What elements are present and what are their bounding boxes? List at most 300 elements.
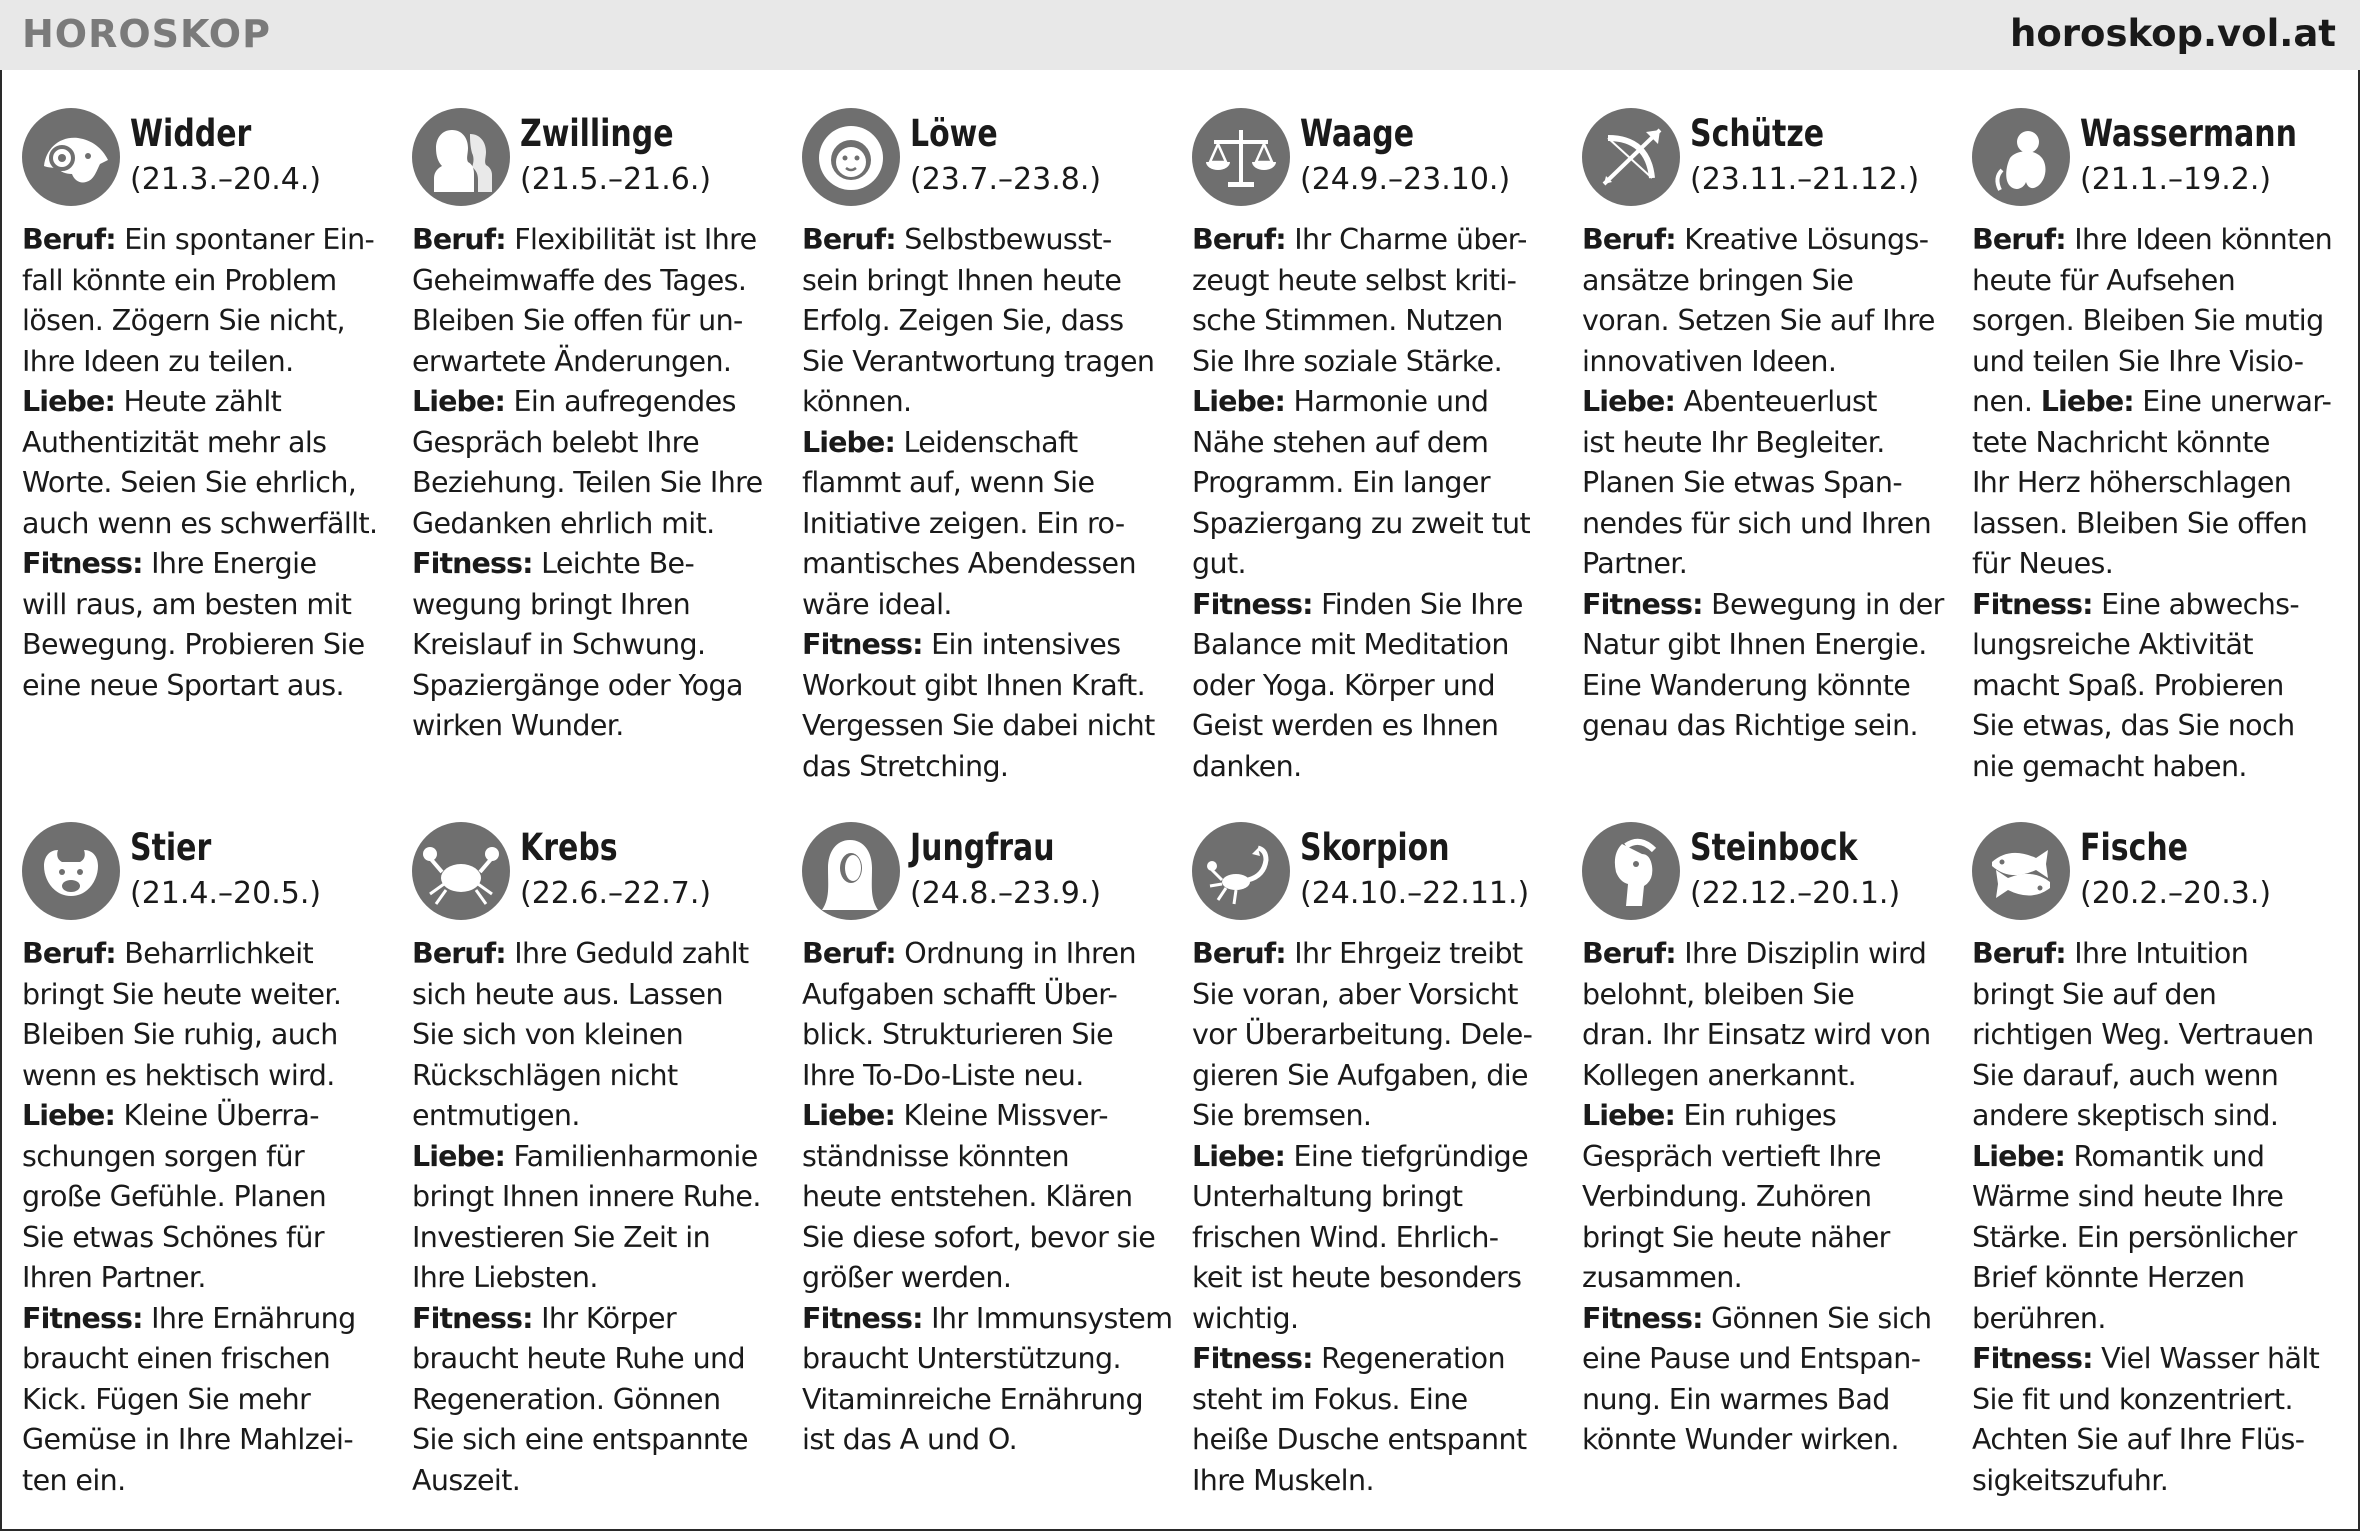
section-text: oder Yoga. Körper und xyxy=(1192,668,1496,702)
text-line xyxy=(802,625,1174,666)
section-text: nendes für sich und Ihren xyxy=(1582,506,1932,540)
section-text: macht Spaß. Probieren xyxy=(1972,668,2284,702)
section-text: ständnisse könnten xyxy=(802,1139,1069,1173)
sign-dates: (24.9.–23.10.) xyxy=(1300,162,1511,197)
section-label: Liebe: xyxy=(2040,385,2134,418)
sign-name: Widder xyxy=(130,112,252,155)
text-line xyxy=(1192,625,1564,666)
text-line xyxy=(1972,1096,2344,1137)
text-line xyxy=(1582,463,1954,504)
sign-text xyxy=(802,220,1174,787)
sign-löwe xyxy=(802,108,1174,787)
text-line xyxy=(22,625,394,666)
text-line xyxy=(22,1380,394,1421)
text-line xyxy=(802,585,1174,626)
text-line xyxy=(412,301,784,342)
section-text: keit ist heute besonders xyxy=(1192,1261,1522,1294)
text-line xyxy=(412,504,784,545)
section-text: Viel Wasser hält xyxy=(2092,1342,2320,1375)
section-text: blick. Strukturieren Sie xyxy=(802,1018,1114,1051)
maiden-icon xyxy=(802,822,900,920)
text-line xyxy=(1582,1177,1954,1218)
section-text: flammt auf, wenn Sie xyxy=(802,466,1095,499)
section-text: Ihren Partner. xyxy=(22,1261,206,1294)
section-text: Aufgaben schafft Über- xyxy=(802,977,1118,1011)
sign-header xyxy=(1582,108,1954,218)
section-text: braucht heute Ruhe und xyxy=(412,1342,745,1375)
section-text: ist heute Ihr Begleiter. xyxy=(1582,425,1885,459)
sign-dates: (23.7.–23.8.) xyxy=(910,162,1102,197)
section-text: mantisches Abendessen xyxy=(802,547,1136,580)
section-text: Authentizität mehr als xyxy=(22,425,327,459)
text-line xyxy=(22,301,394,342)
section-text: bringt Sie auf den xyxy=(1972,977,2217,1011)
text-line xyxy=(1972,1339,2344,1380)
twins-icon xyxy=(412,108,510,206)
section-text: Ihr Körper xyxy=(532,1301,677,1335)
text-line xyxy=(802,1339,1174,1380)
text-line xyxy=(412,706,784,747)
section-text: bringt Sie heute weiter. xyxy=(22,977,342,1011)
text-line xyxy=(1972,1461,2344,1502)
section-text: sein bringt Ihnen heute xyxy=(802,263,1122,297)
sign-header xyxy=(802,822,1174,932)
text-line xyxy=(412,261,784,302)
text-line xyxy=(1972,585,2344,626)
text-line xyxy=(802,342,1174,383)
section-text: Ihr Ehrgeiz treibt xyxy=(1285,937,1523,970)
text-line xyxy=(412,625,784,666)
text-line xyxy=(412,1056,784,1097)
section-text: Ihre To-Do-Liste neu. xyxy=(802,1058,1084,1092)
section-text: Ihre Energie xyxy=(142,547,317,580)
section-text: entmutigen. xyxy=(412,1099,580,1132)
text-line xyxy=(802,934,1174,975)
section-text: Workout gibt Ihnen Kraft. xyxy=(802,668,1146,702)
text-line xyxy=(802,301,1174,342)
text-line xyxy=(1192,382,1564,423)
sign-text xyxy=(22,220,394,706)
section-text: Balance mit Meditation xyxy=(1192,628,1509,661)
text-line xyxy=(22,1420,394,1461)
section-text: Heute zählt xyxy=(115,385,282,418)
text-line xyxy=(1192,342,1564,383)
sign-steinbock xyxy=(1582,822,1954,1461)
text-line xyxy=(1972,1137,2344,1178)
sign-text xyxy=(1972,220,2344,787)
section-label: Beruf: xyxy=(22,223,116,256)
section-text: Sie sich von kleinen xyxy=(412,1018,684,1051)
section-text: Sie Verantwortung tragen xyxy=(802,344,1155,378)
text-line xyxy=(412,1461,784,1502)
water-bearer-icon xyxy=(1972,108,2070,206)
section-text: ten ein. xyxy=(22,1463,126,1497)
text-line xyxy=(802,1096,1174,1137)
section-text: Kreislauf in Schwung. xyxy=(412,628,706,661)
section-text: Sie sich eine entspannte xyxy=(412,1423,748,1456)
text-line xyxy=(1582,934,1954,975)
text-line xyxy=(1972,625,2344,666)
text-line xyxy=(1192,1420,1564,1461)
section-label: Liebe: xyxy=(802,425,895,459)
text-line xyxy=(412,1420,784,1461)
text-line xyxy=(1582,625,1954,666)
section-text: Harmonie und xyxy=(1285,385,1489,418)
section-text: Eine tiefgründige xyxy=(1285,1139,1529,1173)
text-line xyxy=(1972,1177,2344,1218)
text-line xyxy=(1192,1380,1564,1421)
section-label: Beruf: xyxy=(1582,223,1676,256)
text-line xyxy=(1192,1056,1564,1097)
text-line xyxy=(412,585,784,626)
text-line xyxy=(1582,1258,1954,1299)
sign-dates: (21.1.–19.2.) xyxy=(2080,162,2272,197)
sign-stier xyxy=(22,822,394,1501)
text-line xyxy=(1972,301,2344,342)
text-line xyxy=(802,1056,1174,1097)
text-line xyxy=(1582,975,1954,1016)
text-line xyxy=(1582,1420,1954,1461)
section-text: eine Pause und Entspan- xyxy=(1582,1342,1921,1375)
text-line xyxy=(1192,423,1564,464)
section-text: Spaziergänge oder Yoga xyxy=(412,668,743,702)
text-line xyxy=(802,504,1174,545)
section-text: Kreative Lösungs- xyxy=(1675,223,1929,256)
section-text: das Stretching. xyxy=(802,749,1009,783)
section-text: Ordnung in Ihren xyxy=(895,937,1136,970)
section-text: und teilen Sie Ihre Visio- xyxy=(1972,344,2304,378)
section-text: Bewegung in der xyxy=(1702,587,1944,621)
section-text: dran. Ihr Einsatz wird von xyxy=(1582,1018,1931,1051)
section-text: nung. Ein warmes Bad xyxy=(1582,1382,1890,1416)
section-text: steht im Fokus. Eine xyxy=(1192,1382,1468,1416)
text-line xyxy=(412,1258,784,1299)
section-label: Liebe: xyxy=(802,1099,895,1132)
section-text: Investieren Sie Zeit in xyxy=(412,1220,711,1254)
section-text: zusammen. xyxy=(1582,1261,1743,1294)
sign-text xyxy=(412,220,784,747)
text-line xyxy=(1972,463,2344,504)
text-line xyxy=(1972,1380,2344,1421)
text-line xyxy=(1972,1299,2344,1340)
text-line xyxy=(802,1380,1174,1421)
section-text: Sie diese sofort, bevor sie xyxy=(802,1220,1156,1254)
section-label: Fitness: xyxy=(22,547,143,580)
sign-header xyxy=(22,822,394,932)
section-text: sorgen. Bleiben Sie mutig xyxy=(1972,304,2324,337)
lion-icon xyxy=(802,108,900,206)
text-line xyxy=(802,1420,1174,1461)
section-text: gieren Sie Aufgaben, die xyxy=(1192,1058,1528,1092)
text-line xyxy=(1192,261,1564,302)
sign-header xyxy=(412,822,784,932)
text-line xyxy=(1582,342,1954,383)
text-line xyxy=(1192,706,1564,747)
sign-text xyxy=(1582,934,1954,1461)
text-line xyxy=(22,975,394,1016)
sign-text xyxy=(1192,220,1564,787)
text-line xyxy=(22,1339,394,1380)
section-text: heiße Dusche entspannt xyxy=(1192,1423,1527,1456)
section-label: Fitness: xyxy=(1582,1301,1703,1335)
section-text: Ihre Ideen zu teilen. xyxy=(22,344,294,378)
section-text: Leidenschaft xyxy=(895,425,1078,459)
sign-header xyxy=(802,108,1174,218)
section-text: Verbindung. Zuhören xyxy=(1582,1180,1872,1213)
text-line xyxy=(802,1258,1174,1299)
text-line xyxy=(1582,1056,1954,1097)
header-bar xyxy=(0,0,2360,70)
section-text: gut. xyxy=(1192,547,1246,580)
sign-skorpion xyxy=(1192,822,1564,1501)
text-line xyxy=(412,934,784,975)
sign-dates: (22.6.–22.7.) xyxy=(520,876,712,911)
text-line xyxy=(1192,975,1564,1016)
section-text: Auszeit. xyxy=(412,1463,521,1497)
section-text: Achten Sie auf Ihre Flüs- xyxy=(1972,1423,2305,1456)
text-line xyxy=(1972,504,2344,545)
sign-wassermann xyxy=(1972,108,2344,787)
text-line xyxy=(1972,747,2344,788)
text-line xyxy=(1972,666,2344,707)
section-text: nie gemacht haben. xyxy=(1972,749,2247,783)
section-text: heute entstehen. Klären xyxy=(802,1180,1133,1213)
text-line xyxy=(1972,382,2344,423)
section-text: Ihre Disziplin wird xyxy=(1675,937,1927,970)
section-label: Fitness: xyxy=(1972,587,2093,621)
section-text: Gönnen Sie sich xyxy=(1702,1301,1932,1335)
sign-name: Zwillinge xyxy=(520,112,674,155)
text-line xyxy=(1192,1015,1564,1056)
text-line xyxy=(1192,666,1564,707)
section-text: können. xyxy=(802,385,912,418)
text-line xyxy=(1582,382,1954,423)
section-text: heute für Aufsehen xyxy=(1972,263,2236,297)
text-line xyxy=(1192,1137,1564,1178)
section-text: Beharrlichkeit xyxy=(115,937,314,970)
section-text: tete Nachricht könnte xyxy=(1972,425,2270,459)
section-text: will raus, am besten mit xyxy=(22,587,352,621)
sign-name: Fische xyxy=(2080,826,2188,869)
text-line xyxy=(22,423,394,464)
sign-text xyxy=(412,934,784,1501)
section-text: zeugt heute selbst kriti- xyxy=(1192,263,1517,297)
section-text: Sie voran, aber Vorsicht xyxy=(1192,977,1518,1011)
text-line xyxy=(22,463,394,504)
text-line xyxy=(1192,1339,1564,1380)
text-line xyxy=(1972,706,2344,747)
section-text: Kollegen anerkannt. xyxy=(1582,1058,1857,1092)
text-line xyxy=(1582,423,1954,464)
section-label: Fitness: xyxy=(802,628,923,661)
section-text: danken. xyxy=(1192,749,1302,783)
section-text: ist das A und O. xyxy=(802,1423,1018,1456)
section-text: Ein ruhiges xyxy=(1675,1099,1837,1132)
section-text: Romantik und xyxy=(2065,1139,2265,1173)
text-line xyxy=(22,1177,394,1218)
section-label: Liebe: xyxy=(412,385,505,418)
text-line xyxy=(22,1461,394,1502)
section-text: lungsreiche Aktivität xyxy=(1972,628,2253,661)
sign-dates: (22.12.–20.1.) xyxy=(1690,876,1901,911)
section-text: Ihr Immunsystem xyxy=(922,1301,1173,1335)
text-line xyxy=(1972,1056,2344,1097)
section-text: wäre ideal. xyxy=(802,587,952,621)
section-label: Fitness: xyxy=(802,1301,923,1335)
text-line xyxy=(1192,463,1564,504)
text-line xyxy=(22,1015,394,1056)
section-label: Fitness: xyxy=(412,1301,533,1335)
sign-zwillinge xyxy=(412,108,784,747)
text-line xyxy=(22,1137,394,1178)
section-label: Beruf: xyxy=(1972,223,2066,256)
sign-text xyxy=(1192,934,1564,1501)
section-text: Ihre Liebsten. xyxy=(412,1261,598,1294)
section-label: Fitness: xyxy=(1192,587,1313,621)
text-line xyxy=(1192,934,1564,975)
section-text: wirken Wunder. xyxy=(412,709,624,742)
section-text: Kick. Fügen Sie mehr xyxy=(22,1382,311,1416)
section-text: Programm. Ein langer xyxy=(1192,466,1490,499)
section-text: Gemüse in Ihre Mahlzei- xyxy=(22,1423,354,1456)
section-text: Ihre Ideen könnten xyxy=(2065,223,2333,256)
text-line xyxy=(802,423,1174,464)
text-line xyxy=(1192,1258,1564,1299)
section-text: sich heute aus. Lassen xyxy=(412,977,723,1011)
section-label: Liebe: xyxy=(22,1099,115,1132)
section-label: Fitness: xyxy=(22,1301,143,1335)
section-text: Eine Wanderung könnte xyxy=(1582,668,1911,702)
text-line xyxy=(412,1096,784,1137)
sign-krebs xyxy=(412,822,784,1501)
section-text: Regeneration. Gönnen xyxy=(412,1382,721,1416)
section-text: Ihre Geduld zahlt xyxy=(505,937,749,970)
section-text: erwartete Änderungen. xyxy=(412,344,732,378)
section-label: Beruf: xyxy=(802,223,896,256)
text-line xyxy=(1972,544,2344,585)
text-line xyxy=(22,1218,394,1259)
text-line xyxy=(1972,975,2344,1016)
text-line xyxy=(1192,301,1564,342)
text-line xyxy=(412,975,784,1016)
text-line xyxy=(22,382,394,423)
section-label: Fitness: xyxy=(1582,587,1703,621)
sign-name: Waage xyxy=(1300,112,1415,155)
section-text: Worte. Seien Sie ehrlich, xyxy=(22,466,357,499)
section-text: lassen. Bleiben Sie offen xyxy=(1972,506,2308,540)
text-line xyxy=(1192,544,1564,585)
text-line xyxy=(1582,1137,1954,1178)
sign-waage xyxy=(1192,108,1564,787)
section-text: Stärke. Ein persönlicher xyxy=(1972,1220,2297,1254)
section-text: braucht einen frischen xyxy=(22,1342,331,1375)
text-line xyxy=(412,1380,784,1421)
section-label: Beruf: xyxy=(1582,937,1676,970)
text-line xyxy=(1582,1380,1954,1421)
text-line xyxy=(802,706,1174,747)
sign-header xyxy=(412,108,784,218)
section-text: Sie etwas, das Sie noch xyxy=(1972,709,2295,742)
section-text: innovativen Ideen. xyxy=(1582,344,1837,378)
text-line xyxy=(1582,1299,1954,1340)
text-line xyxy=(1582,666,1954,707)
text-line xyxy=(22,342,394,383)
section-text: Spaziergang zu zweit tut xyxy=(1192,506,1531,540)
section-label: Liebe: xyxy=(1192,385,1285,418)
text-line xyxy=(802,747,1174,788)
sign-name: Wassermann xyxy=(2080,112,2297,155)
text-line xyxy=(1192,747,1564,788)
section-text: frischen Wind. Ehrlich- xyxy=(1192,1220,1499,1254)
section-text: Unterhaltung bringt xyxy=(1192,1180,1463,1213)
sign-dates: (20.2.–20.3.) xyxy=(2080,876,2272,911)
section-text: Eine abwechs- xyxy=(2092,587,2300,621)
sign-name: Löwe xyxy=(910,112,998,155)
section-text: wichtig. xyxy=(1192,1301,1299,1335)
section-text: richtigen Weg. Vertrauen xyxy=(1972,1018,2314,1051)
sign-name: Schütze xyxy=(1690,112,1825,155)
text-line xyxy=(1192,1096,1564,1137)
section-text: Sie Ihre soziale Stärke. xyxy=(1192,344,1503,378)
text-line xyxy=(1582,1096,1954,1137)
sign-name: Steinbock xyxy=(1690,826,1858,869)
section-text: Planen Sie etwas Span- xyxy=(1582,466,1903,499)
sign-text xyxy=(1972,934,2344,1501)
section-text: Wärme sind heute Ihre xyxy=(1972,1180,2284,1213)
text-line xyxy=(1582,1339,1954,1380)
text-line xyxy=(1972,1218,2344,1259)
sign-widder xyxy=(22,108,394,706)
sign-name: Krebs xyxy=(520,826,618,869)
section-text: Vitaminreiche Ernährung xyxy=(802,1382,1143,1416)
section-text: für Neues. xyxy=(1972,547,2114,580)
section-text: berühren. xyxy=(1972,1301,2106,1335)
text-line xyxy=(802,382,1174,423)
text-line xyxy=(802,220,1174,261)
section-text: Ihr Charme über- xyxy=(1285,223,1527,256)
section-text: Finden Sie Ihre xyxy=(1312,587,1523,621)
section-text: Geheimwaffe des Tages. xyxy=(412,263,747,297)
section-text: große Gefühle. Planen xyxy=(22,1180,327,1213)
text-line xyxy=(22,220,394,261)
section-text: Flexibilität ist Ihre xyxy=(505,223,757,256)
ibex-icon xyxy=(1582,822,1680,920)
section-text: Ihr Herz höherschlagen xyxy=(1972,466,2292,499)
text-line xyxy=(412,220,784,261)
section-text: wegung bringt Ihren xyxy=(412,587,691,621)
text-line xyxy=(22,504,394,545)
section-text: Erfolg. Zeigen Sie, dass xyxy=(802,304,1124,337)
text-line xyxy=(1972,1258,2344,1299)
section-text: Ein spontaner Ein- xyxy=(115,223,375,256)
sign-fische xyxy=(1972,822,2344,1501)
text-line xyxy=(1582,301,1954,342)
text-line xyxy=(1972,261,2344,302)
text-line xyxy=(1192,504,1564,545)
fish-icon xyxy=(1972,822,2070,920)
section-text: Bleiben Sie offen für un- xyxy=(412,304,743,337)
section-text: Nähe stehen auf dem xyxy=(1192,425,1489,459)
text-line xyxy=(1192,220,1564,261)
text-line xyxy=(802,1137,1174,1178)
text-line xyxy=(1582,585,1954,626)
text-line xyxy=(412,1177,784,1218)
text-line xyxy=(1192,1299,1564,1340)
text-line xyxy=(1192,585,1564,626)
section-text: eine neue Sportart aus. xyxy=(22,668,344,702)
text-line xyxy=(1192,1177,1564,1218)
text-line xyxy=(1582,1218,1954,1259)
